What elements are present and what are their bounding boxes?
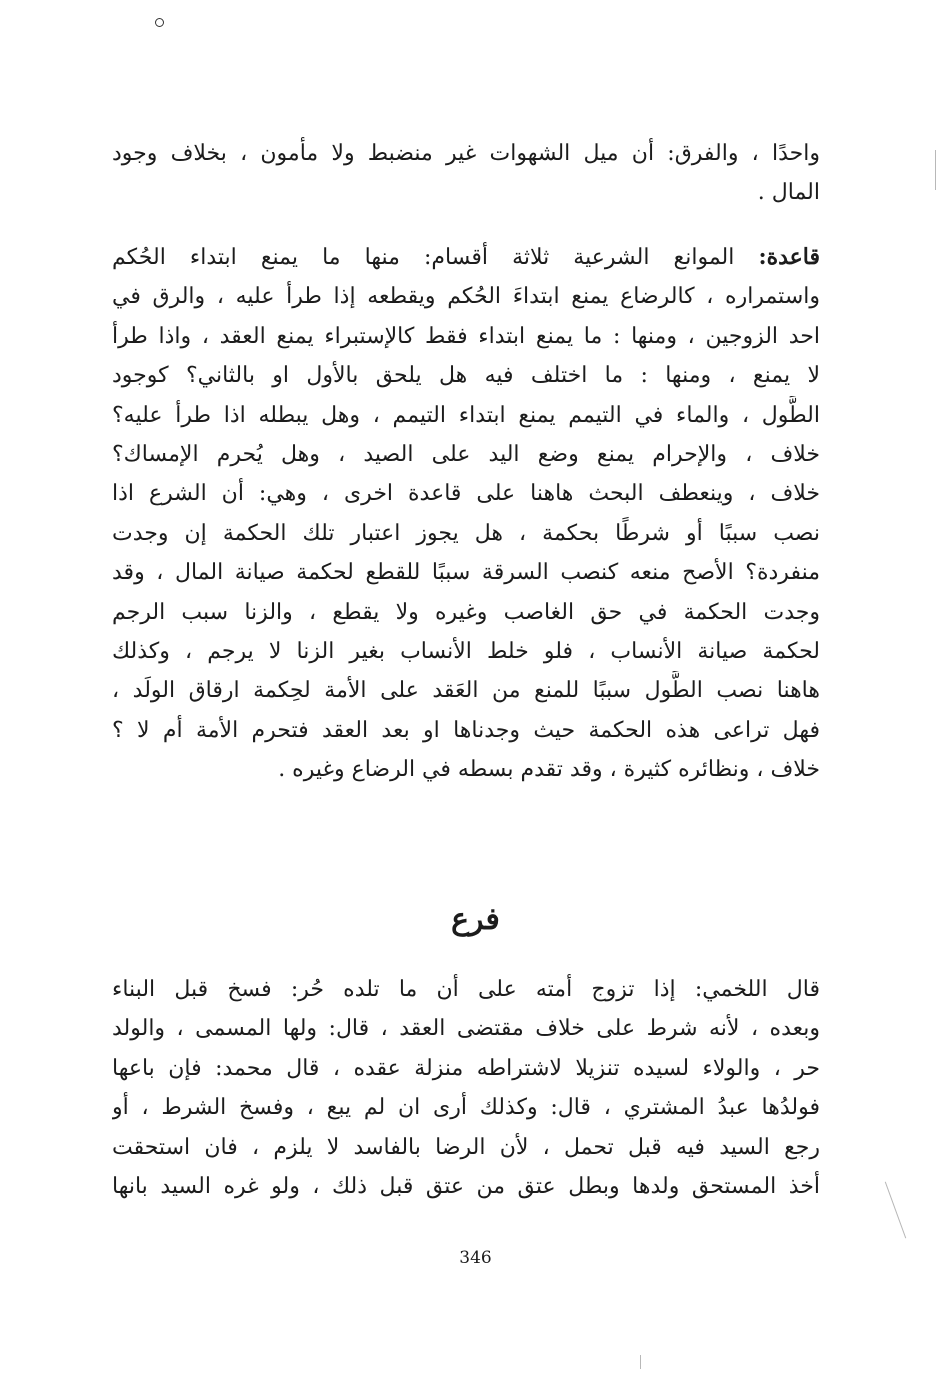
text-line: خلاف ، والإحرام يمنع وضع اليد على الصيد ، وهل يُحرم الإمساك؟ (112, 442, 820, 468)
text-line: هاهنا نصب الطَّول سببًا للمنع من العَقد على الأمة لحِكمة ارقاق الولَد ، (112, 678, 820, 704)
text-line: احد الزوجين ، ومنها : ما يمنع ابتداء فقط كالإستبراء يمنع العقد ، واذا طرأ (112, 323, 820, 349)
text-line: منفردة؟ الأصح منعه كنصب السرقة سببًا للقطع لحكمة صيانة المال ، وقد (112, 560, 820, 586)
paragraph-continuation (112, 134, 820, 213)
text-line: خلاف ، وينعطف البحث هاهنا على قاعدة اخرى ، وهي: أن الشرع اذا (112, 481, 820, 507)
text-line: فولدُها عبدُ المشتري ، قال: وكذلك أرى ان لم يبع ، وفسخ الشرط ، أو (112, 1095, 820, 1121)
text-line-rest: الموانع الشرعية ثلاثة أقسام: منها ما يمنع ابتداء الحُكم (112, 245, 735, 270)
text-line-first (112, 238, 820, 277)
text-line: رجع السيد فيه قبل تحمل ، لأن الرضا بالفاسد لا يلزم ، فان استحقت (112, 1134, 820, 1160)
text-line: واستمراره ، كالرضاع يمنع ابتداءَ الحُكم ويقطعه إذا طرأ عليه ، والرق في (112, 284, 820, 310)
text-line: نصب سببًا أو شرطًا بحكمة ، هل يجوز اعتبار تلك الحكمة إن وجدت (112, 520, 820, 546)
text-line: أخذ المستحق ولدها وبطل عتق من عتق قبل ذلك ، ولو غره السيد بانها (112, 1174, 820, 1200)
text-line: لا يمنع ، ومنها : ما اختلف فيه هل يلحق بالأول او بالثاني؟ كوجود (112, 363, 820, 389)
text-line: قال اللخمي: إذا تزوج أمته على أن ما تلده حُر: فسخ قبل البناء (112, 977, 820, 1002)
text-line: وبعده ، لأنه شرط على خلاف مقتضى العقد ، قال: ولها المسمى ، والولد (112, 1016, 820, 1042)
page-number: 346 (459, 1248, 492, 1268)
text-line: الطَّول ، والماء في التيمم يمنع ابتداء التيمم ، وهل يبطله اذا طرأ عليه؟ (112, 402, 820, 428)
corner-circle-mark (155, 18, 164, 27)
text-line: فهل تراعى هذه الحكمة حيث وجدناها او بعد العقد فتحرم الأمة أم لا ؟ (112, 717, 820, 743)
text-line: حر ، والولاء لسيده تنزيلا لاشتراطه منزلة عقده ، قال محمد: فإن باعها (112, 1055, 820, 1081)
text-line: وجدت الحكمة في حق الغاصب وغيره ولا يقطع ، والزنا سبب الرجم (112, 599, 820, 625)
scan-artifact-line (885, 1182, 906, 1239)
paragraph-far (112, 970, 820, 1206)
text-line: خلاف ، ونظائره كثيرة ، وقد تقدم بسطه في الرضاع وغيره . (278, 757, 820, 783)
rule-lead-word: قاعدة: (758, 244, 820, 270)
text-line: المال . (757, 180, 820, 206)
text-line: واحدًا ، والفرق: أن ميل الشهوات غير منضبط ولا مأمون ، بخلاف وجود (112, 141, 820, 166)
scan-artifact-line (935, 150, 936, 190)
text-line: لحكمة صيانة الأنساب ، فلو خلط الأنساب بغير الزنا لا يرجم ، وكذلك (112, 639, 820, 665)
scan-artifact-line (640, 1355, 641, 1369)
paragraph-rule (112, 238, 820, 790)
section-heading: فرع (451, 902, 500, 937)
